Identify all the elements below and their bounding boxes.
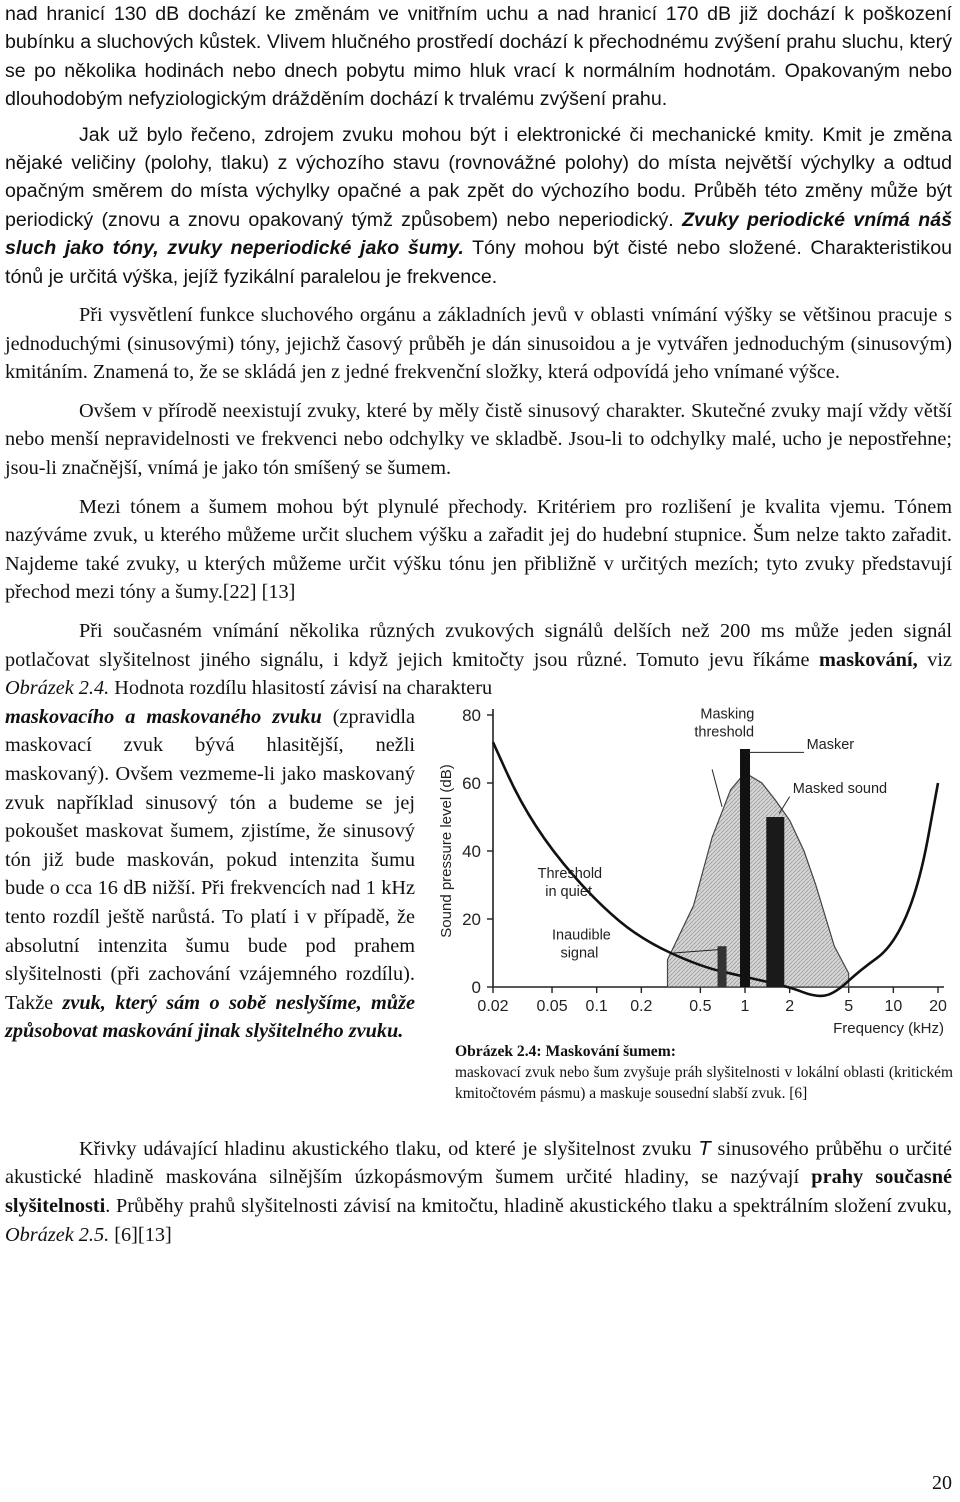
y-tick-label: 80 bbox=[462, 705, 481, 725]
paragraph-thresholds bbox=[5, 1135, 952, 1249]
caption-text: maskovací zvuk nebo šum zvyšuje práh slyšitelnosti v lokální oblasti (kritickém kmitočtovém pásmu) a maskuje sousední slabší zvuk. [6] bbox=[455, 1063, 953, 1102]
x-axis-label: Frequency (kHz) bbox=[833, 1019, 944, 1037]
x-tick-label: 5 bbox=[844, 997, 854, 1015]
masking-section bbox=[5, 703, 952, 1127]
annotation-masker: Masker bbox=[806, 736, 855, 753]
text-run: Tóny mohou být čisté nebo složené. Charakteristikou tónů je určitá výška, jejíž fyzikální paralelou je frekvence. bbox=[5, 237, 952, 288]
bar-masker bbox=[740, 749, 750, 987]
caption-title: Obrázek 2.4: Maskování šumem: bbox=[455, 1042, 676, 1060]
x-tick-label: 0.02 bbox=[477, 997, 509, 1015]
annotation-masking-threshold bbox=[694, 706, 754, 740]
masking-threshold-region bbox=[668, 773, 849, 987]
emphasis-run: zvuk, který sám o sobě neslyšíme, může způsobovat maskování jinak slyšitelného zvuku. bbox=[5, 991, 415, 1043]
x-tick-label: 2 bbox=[785, 997, 795, 1015]
figure-masking bbox=[433, 701, 953, 1102]
y-axis-label: Sound pressure level (dB) bbox=[438, 764, 455, 938]
masking-left-column bbox=[5, 703, 415, 1046]
text-run: Hodnota rozdílu hlasitostí závisí na charakteru bbox=[109, 677, 493, 700]
text-run: Při současném vnímání několika různých zvukových signálů delších než 200 ms může jeden signál potlačovat slyšitelnost jiného signálu, i když jejich kmitočty jsou různé. Tomuto jevu říkáme bbox=[5, 620, 952, 671]
x-tick-label: 0.1 bbox=[585, 997, 608, 1015]
x-tick-label: 10 bbox=[884, 997, 903, 1015]
figure-reference: Obrázek 2.5. bbox=[5, 1223, 110, 1246]
masking-chart bbox=[433, 701, 952, 1037]
annotation-line: signal bbox=[560, 945, 599, 962]
bold-term: maskování, bbox=[819, 648, 918, 671]
text-run: Jak už bylo řečeno, zdrojem zvuku mohou být i elektronické či mechanické kmity. Kmit je změna nějaké veličiny (polohy, tlaku) z výchozího stavu (rovnovážné polohy) do místa největší výchylky a odtud opačným směrem do místa výchylky opačné a pak zpět do výchozího bodu. Průběh této změny může být periodický (znovu a znovu opakovaný týmž způsobem) nebo neperiodický. bbox=[5, 123, 952, 231]
annotation-line: Inaudible bbox=[552, 927, 611, 944]
emphasis-run: maskovacího a maskovaného zvuku bbox=[5, 705, 322, 728]
paragraph-tone-noise: Mezi tónem a šumem mohou být plynulé přechody. Kritériem pro rozlišení je kvalita vjemu. Tónem nazýváme zvuk, u kterého můžeme určit sluchem výšku a zařadit jej do hudební stupnice. Šum nelze takto zařadit. Najdeme také zvuky, u kterých můžeme určit výšku tónu jen přibližně v určitých mezích; tyto zvuky představují přechod mezi tóny a šumy.[22] [13] bbox=[5, 495, 952, 604]
text-run: [6][13] bbox=[109, 1223, 172, 1246]
page-number: 20 bbox=[932, 1472, 952, 1494]
annotation-pointer bbox=[712, 769, 722, 806]
annotation-inaudible-signal bbox=[552, 927, 611, 961]
paragraph-hearing-damage: nad hranicí 130 dB dochází ke změnám ve vnitřním uchu a nad hranicí 170 dB již dochází k poškození bubínku a sluchových kůstek. Vlivem hlučného prostředí dochází k přechodnému zvýšení prahu sluchu, který se po několika hodinách nebo dnech pobytu mimo hluk vrací k normálním hodnotám. Opakovaným nebo dlouhodobým nefyziologickým drážděním dochází k trvalému zvýšení prahu. bbox=[5, 3, 952, 111]
annotation-line: threshold bbox=[694, 724, 755, 741]
annotation-masked-sound: Masked sound bbox=[792, 780, 888, 797]
paragraph-masking-detail bbox=[5, 703, 415, 1046]
text-run: (zpravidla maskovací zvuk bývá hlasitější, nežli maskovaný). Ovšem vezmeme-li jako maskovaný zvuk například sinusový tón a budeme se jej pokoušet maskovat šumem, zjistíme, že sinusový tón již bude maskován, pokud intenzita šumu bude o cca 16 dB nižší. Při frekvencích nad 1 kHz tento rozdíl ještě narůstá. To platí i v případě, že absolutní intenzita šumu bude pod prahem slyšitelnosti (při zachování vzájemného rozdílu). Takže bbox=[5, 705, 416, 1014]
x-tick-label: 0.5 bbox=[689, 997, 712, 1015]
y-tick-label: 40 bbox=[462, 841, 481, 861]
figure-reference: Obrázek 2.4. bbox=[5, 677, 110, 700]
paragraph-sinus-tones: Při vysvětlení funkce sluchového orgánu a základních jevů v oblasti vnímání výšky se většinou pracuje s jednoduchými (sinusovými) tóny, jejichž časový průběh je dán sinusoidou a je vytvářen jednoduchým (sinusovým) kmitáním. Znamená to, že se skládá jen z jedné frekvenční složky, která odpovídá jeho vnímané výšce. bbox=[5, 304, 952, 384]
paragraph-nature-sounds: Ovšem v přírodě neexistují zvuky, které by měly čistě sinusový charakter. Skutečné zvuky mají vždy větší nebo menší nepravidelnosti ve frekvenci nebo odchylky ve skladbě. Jsou-li to odchylky malé, ucho je nepostřehne; jsou-li značnější, vnímá je jako tón smíšený se šumem. bbox=[5, 399, 952, 480]
text-run: Křivky udávající hladinu akustického tlaku, od které je slyšitelnost zvuku bbox=[79, 1137, 699, 1160]
bar-masked-sound bbox=[766, 817, 784, 987]
annotation-pointer bbox=[779, 796, 789, 813]
symbol-t: T bbox=[698, 1137, 711, 1160]
x-tick-label: 1 bbox=[740, 997, 750, 1015]
annotation-line: Threshold bbox=[537, 865, 603, 882]
y-tick-label: 0 bbox=[471, 977, 481, 997]
x-tick-label: 20 bbox=[929, 997, 947, 1015]
text-run: viz bbox=[917, 648, 952, 671]
emphasis-run: Zvuky periodické vnímá náš sluch jako tóny, zvuky neperiodické jako šumy. bbox=[5, 208, 953, 260]
bold-term: prahy současné slyšitelnosti bbox=[5, 1166, 952, 1217]
x-tick-label: 0.2 bbox=[630, 997, 653, 1015]
document-page bbox=[5, 0, 952, 1249]
text-run: . Průběhy prahů slyšitelnosti závisí na kmitočtu, hladině akustického tlaku a spektrálním složení zvuku, bbox=[105, 1194, 952, 1217]
annotation-line: Masking bbox=[700, 706, 755, 723]
annotation-line: in quiet bbox=[545, 883, 593, 900]
paragraph-masking-intro bbox=[5, 617, 952, 703]
text-run: sinusového průběhu o určité akustické hladině maskována silnějším úzkopásmovým šumem určité hladiny, se nazývají bbox=[5, 1137, 952, 1189]
y-tick-label: 20 bbox=[462, 909, 481, 929]
bar-inaudible-signal bbox=[718, 946, 727, 987]
paragraph-oscillation bbox=[5, 121, 952, 291]
figure-caption bbox=[455, 1041, 953, 1104]
y-tick-label: 60 bbox=[462, 773, 481, 793]
x-tick-label: 0.05 bbox=[536, 997, 568, 1015]
